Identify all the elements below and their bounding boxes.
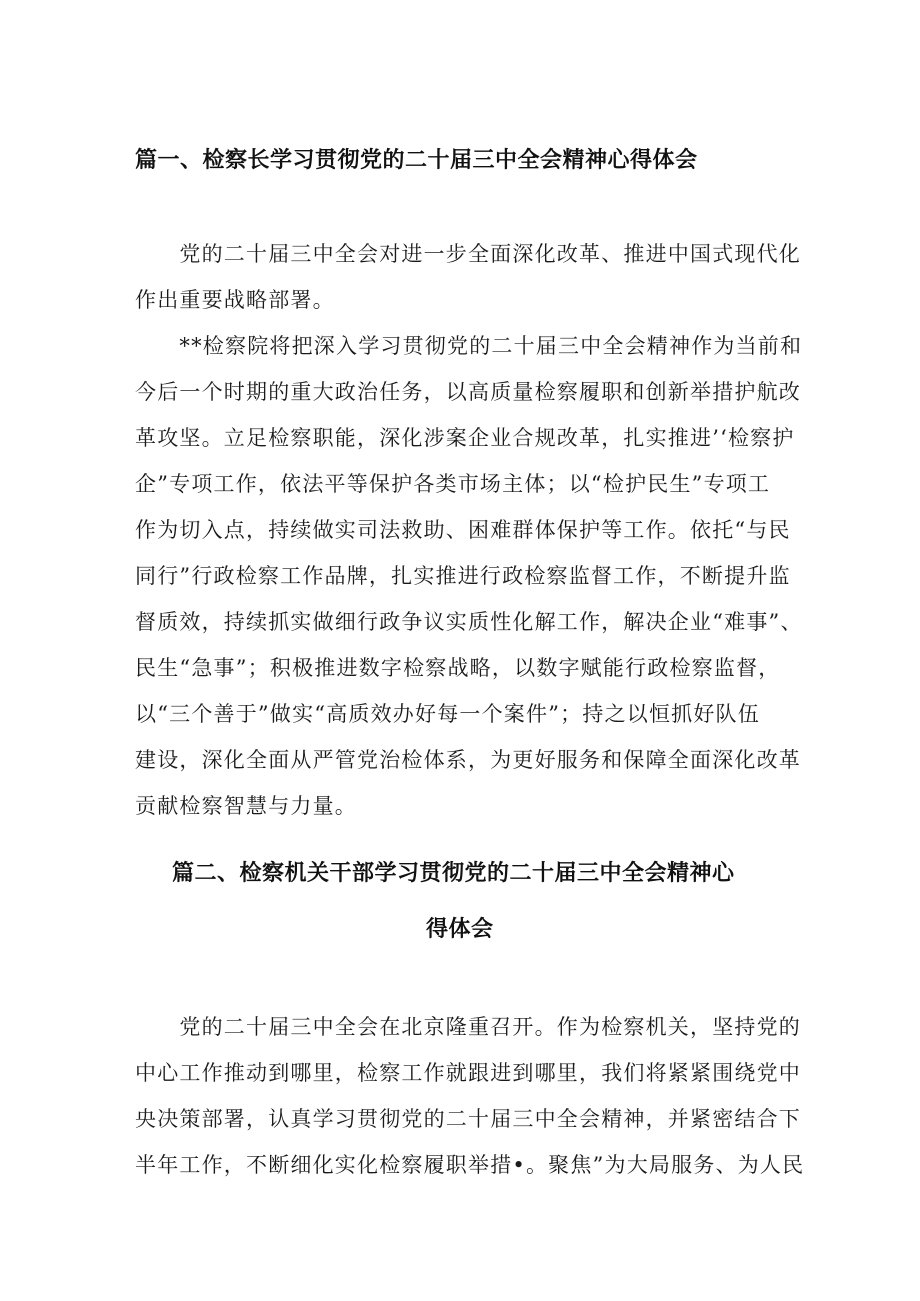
paragraph-line: 民生“急事”；积极推进数字检察战略，以数字赋能行政检察监督， [135, 656, 781, 680]
paragraph-line: 党的二十届三中全会对进一步全面深化改革、推进中国式现代化 [135, 242, 801, 266]
paragraph-line: 企”专项工作，依法平等保护各类市场主体；以“检护民生”专项工 [135, 472, 771, 496]
paragraph-line: 以“三个善于”做实“高质效办好每一个案件”；持之以恒抓好队伍 [135, 702, 760, 726]
section2-title-line1: 篇二、检察机关干部学习贯彻党的二十届三中全会精神心 [172, 861, 735, 886]
paragraph-line: **检察院将把深入学习贯彻党的二十届三中全会精神作为当前和 [135, 334, 803, 358]
section2-title-line2: 得体会 [426, 917, 494, 942]
paragraph-line: 作为切入点，持续做实司法救助、困难群体保护等工作。依托“与民 [135, 518, 791, 542]
paragraph-line: 央决策部署，认真学习贯彻党的二十届三中全会精神，并紧密结合下 [135, 1107, 801, 1131]
paragraph-line: 建设，深化全面从严管党治检体系，为更好服务和保障全面深化改革 [135, 748, 801, 772]
paragraph-line: 党的二十届三中全会在北京隆重召开。作为检察机关，坚持党的 [135, 1015, 801, 1039]
paragraph-line: 革攻坚。立足检察职能，深化涉案企业合规改革，扎实推进’‘检察护 [135, 426, 795, 450]
paragraph-line: 半年工作，不断细化实化检察履职举措•。聚焦”为大局服务、为人民 [135, 1153, 805, 1177]
paragraph-line: 中心工作推动到哪里，检察工作就跟进到哪里，我们将紧紧围绕党中 [135, 1061, 801, 1085]
paragraph-line: 督质效，持续抓实做细行政争议实质性化解工作，解决企业“难事”、 [135, 610, 803, 634]
paragraph-line: 贡献检察智慧与力量。 [135, 794, 357, 818]
paragraph-line: 今后一个时期的重大政治任务，以高质量检察履职和创新举措护航改 [135, 380, 801, 404]
section1-title: 篇一、检察长学习贯彻党的二十届三中全会精神心得体会 [135, 148, 698, 173]
paragraph-line: 作出重要战略部署。 [135, 288, 335, 312]
paragraph-line: 同行”行政检察工作品牌，扎实推进行政检察监督工作，不断提升监 [135, 564, 791, 588]
